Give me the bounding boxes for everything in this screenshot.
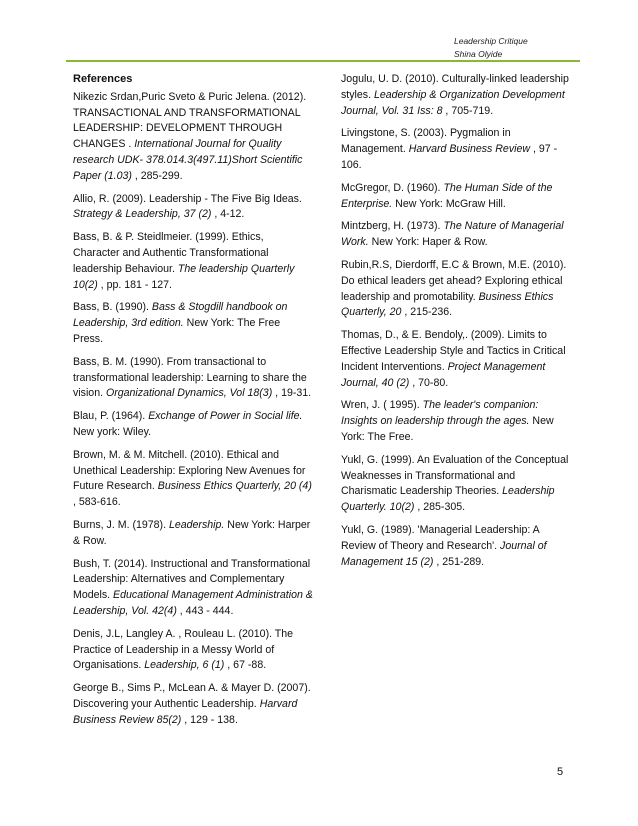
reference-entry — [73, 230, 313, 293]
reference-source: Journal of Management 15 (2) — [341, 539, 547, 568]
reference-pages: , 97 - 106. — [341, 143, 558, 171]
reference-text: Livingstone, S. (2003). Pygmalion in Management. — [341, 127, 511, 156]
reference-pages: , 251-289. — [433, 555, 485, 568]
reference-pages: , 705-719. — [442, 104, 494, 117]
reference-entry — [341, 453, 573, 516]
references-list-right — [341, 72, 573, 570]
reference-source: Leadership. — [168, 518, 225, 531]
reference-entry — [73, 681, 313, 728]
header-rule — [66, 60, 580, 62]
reference-pages: New York: The Free Press. — [73, 317, 281, 345]
reference-text: Bass, B. (1990). — [73, 301, 152, 314]
reference-entry — [341, 523, 573, 570]
reference-text: Bass, B. & P. Steidlmeier. (1999). Ethics, Character and Authentic Transformational leadership Behaviour. — [73, 231, 269, 275]
reference-source: The Nature of Managerial Work. — [341, 220, 564, 249]
reference-text: Yukl, G. (1989). 'Managerial Leadership: A Review of Theory and Research'. — [341, 523, 540, 552]
reference-pages: , 215-236. — [401, 306, 453, 319]
reference-text: Blau, P. (1964). — [73, 410, 149, 423]
references-column-left — [73, 72, 313, 735]
reference-text: Thomas, D., & E. Bendoly,. (2009). Limits to Effective Leadership Style and Tactics in Critical Incident Interventions. — [341, 329, 566, 373]
reference-text: Rubin,R.S, Dierdorff, E.C & Brown, M.E. (2010). Do ethical leaders get ahead? Exploring ethical leadership and promotability. — [341, 258, 567, 303]
reference-pages: , 129 - 138. — [181, 713, 238, 726]
reference-entry — [341, 181, 573, 213]
reference-source: Leadership, 6 (1) — [144, 659, 225, 672]
reference-pages: New York: The Free. — [341, 415, 554, 443]
reference-entry — [341, 258, 573, 321]
reference-source: The leadership Quarterly 10(2) — [73, 262, 295, 291]
header-author: Shina Olyide — [454, 49, 503, 59]
reference-source: Business Ethics Quarterly, 20 — [341, 290, 554, 319]
reference-source: Exchange of Power in Social life. — [148, 410, 303, 423]
reference-source: The Human Side of the Enterprise. — [341, 181, 553, 210]
reference-text: Jogulu, U. D. (2010). Culturally-linked leadership styles. — [341, 73, 569, 101]
reference-source: Business Ethics Quarterly, 20 (4) — [157, 480, 312, 493]
reference-entry — [341, 72, 573, 119]
reference-text: Bush, T. (2014). Instructional and Transformational Leadership: Alternatives and Complementary Models. — [73, 557, 311, 602]
reference-source: Harvard Business Review — [408, 143, 531, 156]
reference-pages: , 285-299. — [131, 169, 183, 182]
references-list-left — [73, 90, 313, 729]
running-header — [454, 35, 574, 59]
reference-pages: New York: Harper & Row. — [73, 518, 311, 547]
reference-text: Mintzberg, H. (1973). — [341, 220, 444, 233]
references-column-right — [341, 72, 573, 577]
reference-pages: , 583-616. — [73, 496, 121, 509]
reference-entry — [341, 219, 573, 251]
reference-entry — [73, 90, 313, 185]
reference-text: George B., Sims P., McLean A. & Mayer D. (2007). Discovering your Authentic Leadership. — [73, 682, 311, 710]
reference-text: Denis, J.L, Langley A. , Rouleau L. (2010). The Practice of Leadership in a Messy World of Organisations. — [73, 627, 294, 672]
reference-source: International Journal for Quality research UDK- 378.014.3(497.11)Short Scientific Paper (1.03) — [73, 138, 303, 182]
reference-source: Organizational Dynamics, Vol 18(3) — [105, 387, 273, 400]
reference-text: McGregor, D. (1960). — [341, 181, 444, 194]
reference-entry — [73, 448, 313, 511]
reference-text: Wren, J. ( 1995). — [341, 399, 423, 412]
reference-source: Project Management Journal, 40 (2) — [341, 360, 546, 389]
reference-source: The leader's companion: Insights on leadership through the ages. — [341, 399, 539, 428]
reference-pages: , 67 -88. — [224, 659, 267, 672]
reference-pages: , pp. 181 - 127. — [97, 278, 172, 291]
reference-source: Leadership & Organization Development Journal, Vol. 31 Iss: 8 — [341, 88, 565, 117]
reference-text: Allio, R. (2009). Leadership - The Five Big Ideas. — [73, 192, 302, 205]
reference-entry — [73, 627, 313, 674]
reference-source: Educational Management Administration & Leadership, Vol. 42(4) — [73, 589, 313, 617]
reference-entry — [73, 355, 313, 402]
reference-pages: , 443 - 444. — [176, 604, 234, 617]
reference-entry — [73, 557, 313, 620]
reference-text: Brown, M. & M. Mitchell. (2010). Ethical and Unethical Leadership: Exploring New Avenues for Future Research. — [73, 448, 306, 493]
reference-pages: New York: McGraw Hill. — [392, 197, 506, 210]
reference-entry — [341, 398, 573, 445]
reference-pages: , 4-12. — [211, 208, 245, 221]
reference-source: Leadership Quarterly. 10(2) — [341, 485, 555, 514]
reference-source: Harvard Business Review 85(2) — [73, 697, 298, 726]
references-heading: References — [73, 73, 133, 85]
reference-pages: , 19-31. — [272, 387, 312, 400]
reference-source: Strategy & Leadership, 37 (2) — [73, 208, 212, 221]
reference-source: Bass & Stogdill handbook on Leadership, 3rd edition. — [73, 301, 288, 330]
reference-text: Yukl, G. (1999). An Evaluation of the Conceptual Weaknesses in Transformational and Charismatic Leadership Theories. — [341, 453, 569, 498]
reference-text: Bass, B. M. (1990). From transactional to transformational leadership: Learning to share the vision. — [73, 355, 307, 400]
reference-entry — [73, 409, 313, 441]
reference-pages: , 285-305. — [414, 501, 466, 514]
reference-entry — [73, 518, 313, 550]
page-number: 5 — [557, 766, 564, 778]
header-title: Leadership Critique — [454, 36, 528, 46]
reference-pages: , 70-80. — [409, 376, 449, 389]
reference-pages: New york: Wiley. — [73, 425, 152, 438]
reference-entry — [341, 328, 573, 391]
reference-entry — [73, 300, 313, 347]
reference-pages: New York: Haper & Row. — [368, 236, 488, 249]
reference-entry — [73, 192, 313, 224]
reference-entry — [341, 126, 573, 173]
reference-text: Burns, J. M. (1978). — [73, 518, 169, 531]
reference-text: Nikezic Srdan,Puric Sveto & Puric Jelena. (2012). TRANSACTIONAL AND TRANSFORMATIONAL LEADERSHIP: DEVELOPMENT THROUGH CHANGES . — [73, 90, 307, 151]
